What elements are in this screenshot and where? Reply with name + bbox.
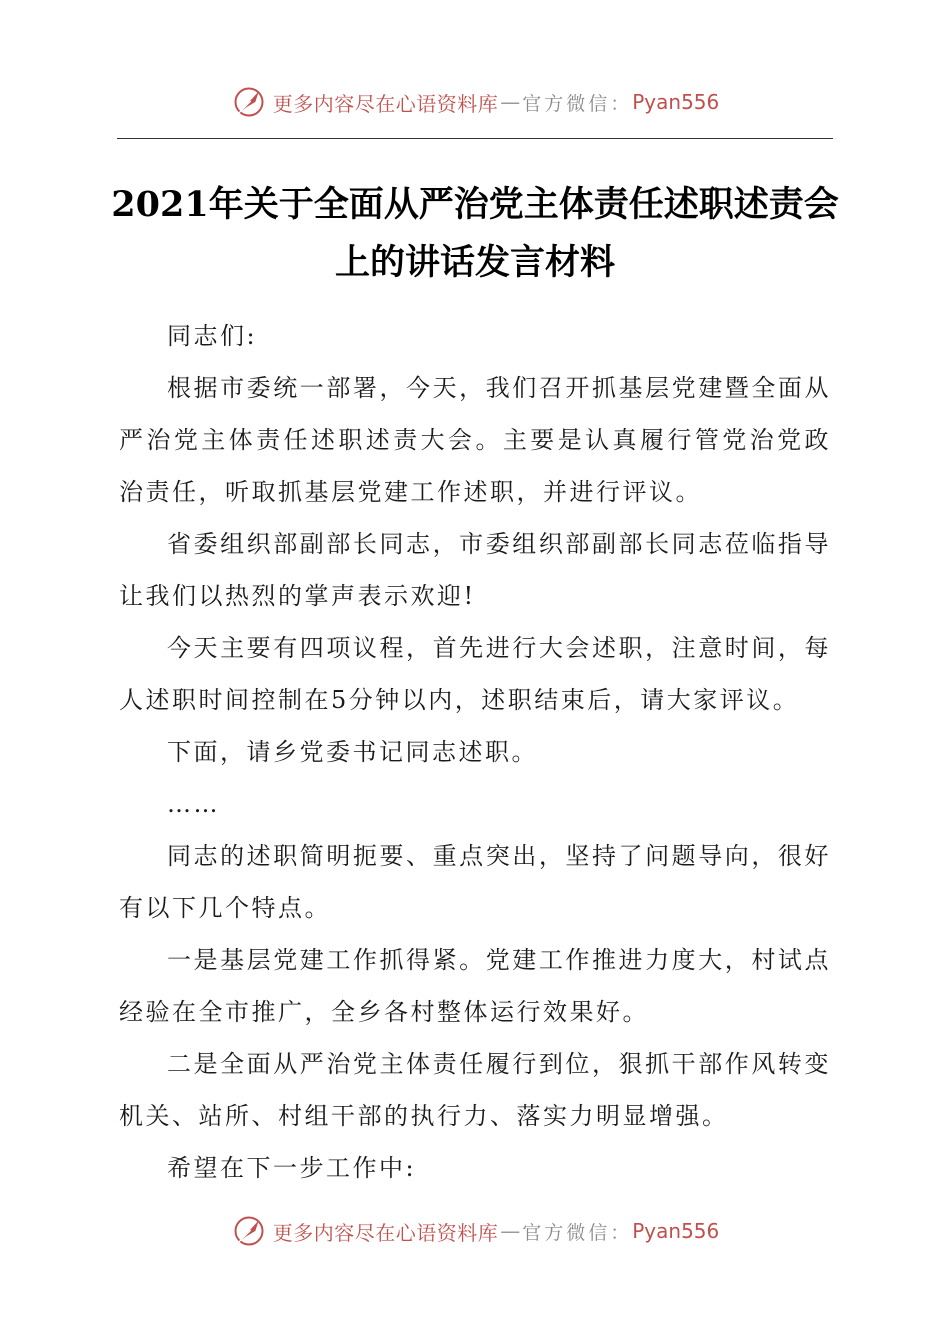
- paragraph: ……: [167, 790, 220, 818]
- quill-logo-icon: [231, 84, 267, 120]
- paragraph: 省委组织部副部长同志，市委组织部副部长同志莅临指导让我们以热烈的掌声表示欢迎!: [119, 530, 831, 610]
- paragraph: 希望在下一步工作中:: [167, 1154, 417, 1182]
- watermark-dash: —: [500, 1219, 521, 1243]
- title-line-2: 上的讲话发言材料: [334, 242, 615, 283]
- paragraph: 一是基层党建工作抓得紧。党建工作推进力度大，村试点经验在全市推广，全乡各村整体运行效果好。: [119, 946, 831, 1026]
- watermark-official: 官方微信：: [522, 92, 633, 115]
- document-title: [110, 176, 840, 292]
- footer-watermark: [0, 1211, 950, 1251]
- paragraph: 根据市委统一部署，今天，我们召开抓基层党建暨全面从严治党主体责任述职述责大会。主要是认真履行管党治党政治责任，听取抓基层党建工作述职，并进行评议。: [119, 374, 831, 506]
- quill-logo-icon: [231, 1213, 267, 1249]
- document-body: [119, 310, 831, 1194]
- paragraph: 同志的述职简明扼要、重点突出，坚持了问题导向，很好有以下几个特点。: [119, 842, 831, 922]
- watermark-official: 官方微信：: [522, 1221, 633, 1244]
- paragraph: 下面，请乡党委书记同志述职。: [167, 738, 538, 766]
- watermark-text: [273, 88, 720, 117]
- watermark-brand: 更多内容尽在心语资料库: [272, 91, 499, 116]
- watermark-wechat-id: Pyan556: [632, 90, 720, 114]
- paragraph: 今天主要有四项议程，首先进行大会述职，注意时间，每人述职时间控制在5分钟以内，述职结束后，请大家评议。: [119, 634, 831, 714]
- header-watermark: [0, 82, 950, 122]
- watermark-brand: 更多内容尽在心语资料库: [272, 1220, 499, 1245]
- header-divider: [117, 138, 833, 139]
- paragraph: 同志们:: [167, 322, 258, 350]
- watermark-wechat-id: Pyan556: [632, 1219, 720, 1243]
- watermark-dash: —: [500, 90, 521, 114]
- title-line-1: 2021年关于全面从严治党主体责任述职述责会: [111, 184, 839, 225]
- paragraph: 二是全面从严治党主体责任履行到位，狠抓干部作风转变机关、站所、村组干部的执行力、落实力明显增强。: [119, 1050, 831, 1130]
- watermark-text: [273, 1217, 720, 1246]
